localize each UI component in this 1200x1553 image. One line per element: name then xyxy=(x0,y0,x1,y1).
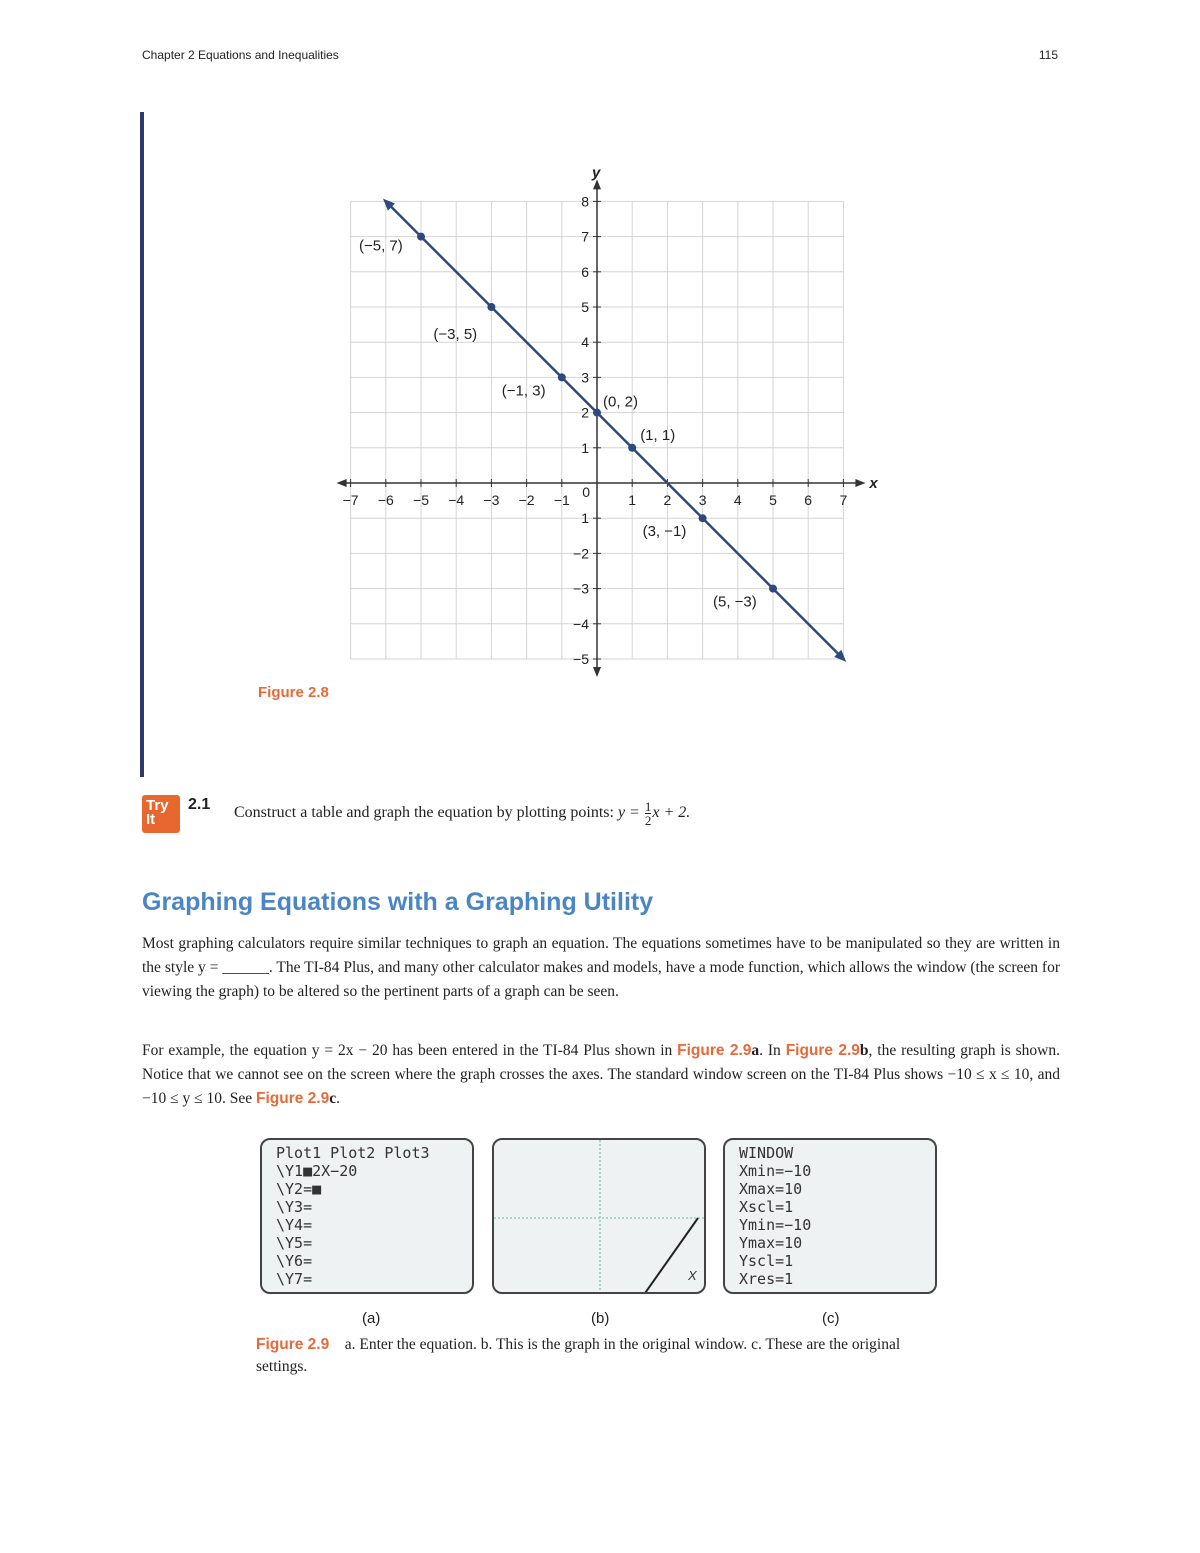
subfigure-label-b: (b) xyxy=(591,1310,610,1327)
x-tick-label: −3 xyxy=(483,492,500,508)
x-tick-label: 3 xyxy=(698,492,707,508)
y-tick-label: 8 xyxy=(581,193,589,210)
figure-2-8-graph xyxy=(310,158,880,683)
calculator-screen-window: WINDOW Xmin=−10 Xmax=10 Xscl=1 Ymin=−10 Ymax=10 Yscl=1 Xres=1 xyxy=(723,1138,937,1294)
figure-sidebar-rule xyxy=(140,112,144,777)
y-tick-label: −2 xyxy=(573,545,589,562)
x-tick-label: −5 xyxy=(413,492,429,508)
data-point xyxy=(593,409,601,417)
x-tick-label: −7 xyxy=(342,492,359,508)
x-axis-arrow-left xyxy=(337,479,347,487)
y-tick-label: 7 xyxy=(581,228,589,245)
x-tick-label: 4 xyxy=(733,492,742,508)
y-tick-label: 6 xyxy=(581,263,589,280)
x-tick-label: −6 xyxy=(377,492,394,508)
data-point xyxy=(417,233,425,241)
paragraph-1: Most graphing calculators require similar techniques to graph an equation. The equations sometimes have to be manipulated so they are written in the style y = ______. The TI-84 Plus, and many other calculator makes and models, have a mode function, which allows the window (the screen for viewing the graph) to be altered so the pertinent parts of a graph can be seen. xyxy=(142,935,1060,1000)
x-tick-label: 7 xyxy=(839,492,848,508)
calculator-screen-y-editor: Plot1 Plot2 Plot3 \Y1■2X−20 \Y2=■ \Y3= \Y4= \Y5= \Y6= \Y7= xyxy=(260,1138,474,1294)
y-tick-label: 5 xyxy=(581,299,589,315)
subfigure-label-c: (c) xyxy=(822,1310,840,1327)
data-point-label: (3, −1) xyxy=(642,523,687,541)
data-point-label: (5, −3) xyxy=(713,593,757,611)
x-axis-label: x xyxy=(869,475,878,492)
y-tick-label: −5 xyxy=(573,651,589,667)
x-tick-label: 1 xyxy=(628,492,637,508)
calculator-screens xyxy=(260,1138,940,1296)
calculator-graph xyxy=(494,1140,704,1292)
x-tick-label: −1 xyxy=(553,492,570,508)
data-point xyxy=(699,514,707,522)
data-point-label: (−1, 3) xyxy=(501,382,546,400)
figure-2-9-ref[interactable]: Figure 2.9 xyxy=(677,1042,752,1059)
section-title: Graphing Equations with a Graphing Utility xyxy=(142,888,654,916)
data-point-label: (−5, 7) xyxy=(359,237,403,255)
paragraph-2: For example, the equation y = 2x − 20 has been entered in the TI-84 Plus shown in Figure 2.9a. In Figure 2.9b, the resulting graph is shown. Notice that we cannot see on the screen where the graph crosses the axes. The standard window screen on the TI-84 Plus shows −10 ≤ x ≤ 10, and −10 ≤ y ≤ 10. See Figure 2.9c. xyxy=(142,1042,1060,1107)
figure-2-9-label: Figure 2.9 xyxy=(256,1336,330,1353)
x-axis-arrow xyxy=(855,479,865,487)
calculator-screen-graph xyxy=(492,1138,706,1294)
try-it-prompt: Construct a table and graph the equation by plotting points: y = $\frac{1}{2}$ x + 2. xyxy=(234,799,691,828)
fraction-one-half: $\frac{1}{2}$ xyxy=(644,799,652,828)
y-axis-label: y xyxy=(592,164,601,182)
subfigure-label-a: (a) xyxy=(362,1310,381,1327)
y-tick-label: 1 xyxy=(581,439,589,456)
running-header: Chapter 2 Equations and Inequalities xyxy=(142,48,339,62)
y-tick-label: 4 xyxy=(581,334,589,351)
y-tick-label: 1 xyxy=(581,510,589,527)
y-tick-label: 3 xyxy=(581,369,589,386)
y-axis-arrow-down xyxy=(593,667,601,677)
calculator-x-label: X xyxy=(688,1268,697,1283)
figure-2-9-ref[interactable]: Figure 2.9 xyxy=(785,1042,860,1059)
data-point xyxy=(769,585,777,593)
x-tick-label: 5 xyxy=(769,492,777,508)
y-tick-label: −4 xyxy=(573,615,589,632)
y-tick-label: 2 xyxy=(581,404,589,421)
data-point-label: (1, 1) xyxy=(640,426,676,444)
x-tick-label: −4 xyxy=(448,492,465,508)
data-point-label: (−3, 5) xyxy=(433,326,478,343)
x-tick-label: −2 xyxy=(518,492,535,508)
data-point xyxy=(487,303,495,311)
data-point xyxy=(558,373,566,381)
x-tick-label: 6 xyxy=(804,492,813,508)
y-tick-label: −3 xyxy=(573,580,589,597)
page-number: 115 xyxy=(1038,48,1058,62)
try-it-number: 2.1 xyxy=(188,796,211,813)
figure-2-8-label: Figure 2.8 xyxy=(258,684,329,701)
try-it-icon: Try It xyxy=(142,795,180,833)
data-point xyxy=(628,444,636,452)
figure-2-9-ref[interactable]: Figure 2.9 xyxy=(256,1090,330,1107)
data-point-label: (0, 2) xyxy=(603,393,639,411)
origin-label: 0 xyxy=(582,484,590,500)
figure-2-9-caption: Figure 2.9 a. Enter the equation. b. This is the graph in the original window. c. These are the original settings. xyxy=(256,1336,901,1375)
x-tick-label: 2 xyxy=(663,492,672,508)
